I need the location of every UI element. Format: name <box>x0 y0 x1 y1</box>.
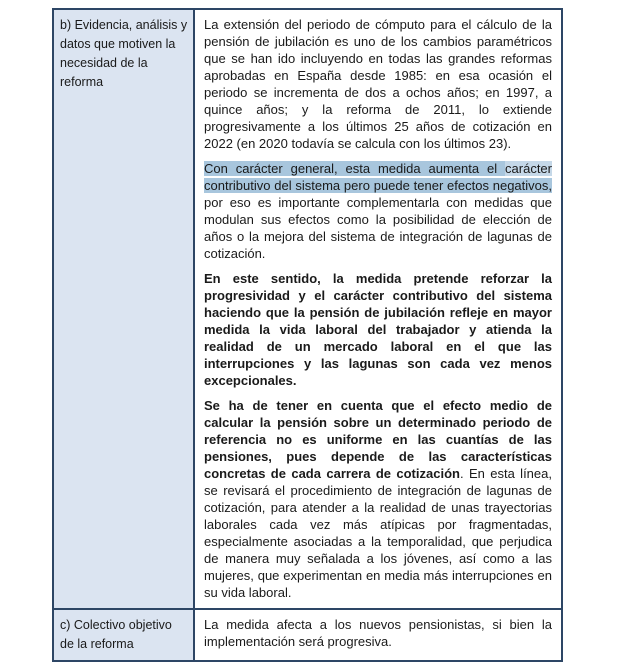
paragraph <box>204 616 552 650</box>
paragraph <box>204 397 552 601</box>
row-c-label: c) Colectivo objetivo de la reforma <box>60 618 172 651</box>
text-segment: En este sentido, la medida pretende reforzar la progresividad y el carácter contributivo del sistema haciendo que la pensión de jubilación refleje en mayor medida la vida laboral del trabajador y atienda la realidad de un mercado laboral en el que las interrupciones y las lagunas son cada vez menos excepcionales. <box>204 271 552 388</box>
label-cell-evidencia <box>54 10 195 608</box>
text-segment: . En esta línea, se revisará el procedimiento de integración de lagunas de cotización, para atender a la realidad de unas trayectorias laborales cada vez más atípicas por fragmentadas, especialmente asociadas a la temporalidad, que perjudica de manera muy señalada a los jóvenes, así como a las mujeres, que experimentan en media más interrupciones en su vida laboral. <box>204 466 552 600</box>
row-b-label: b) Evidencia, análisis y datos que motiven la necesidad de la reforma <box>60 18 188 89</box>
document-table <box>52 8 563 662</box>
paragraph <box>204 16 552 152</box>
highlighted-text: carácter <box>505 161 552 176</box>
highlighted-text: contributivo del sistema pero puede tener efectos negativos, <box>204 178 552 193</box>
text-segment: por eso es importante complementarla con medidas que modulan sus efectos como la posibilidad de elección de años o la mejora del sistema de integración de lagunas de cotización. <box>204 195 552 261</box>
text-segment: La extensión del periodo de cómputo para el cálculo de la pensión de jubilación es uno de los cambios paramétricos que se han ido incluyendo en todas las grandes reformas aprobadas en España desde 1985: en esa ocasión el periodo se incrementa de dos a ochos años; en 1997, a quince años; y la reforma de 2011, lo extiende progresivamente a los últimos 25 años de cotización en 2022 (en 2020 todavía se calcula con los últimos 23). <box>204 17 552 151</box>
paragraph <box>204 270 552 389</box>
content-cell-evidencia <box>195 10 561 608</box>
text-segment: Se ha de tener en cuenta que el efecto medio de calcular la pensión sobre un determinado periodo de referencia no es uniforme en las cuantías de las pensiones, pues depende de las características concretas de cada carrera de cotización <box>204 398 552 481</box>
label-cell-colectivo <box>54 608 195 660</box>
content-cell-colectivo <box>195 608 561 660</box>
paragraph <box>204 160 552 262</box>
row-c-text: La medida afecta a los nuevos pensionistas, si bien la implementación será progresiva. <box>204 617 552 649</box>
highlighted-text: Con carácter general, esta medida aumenta el <box>204 161 506 176</box>
